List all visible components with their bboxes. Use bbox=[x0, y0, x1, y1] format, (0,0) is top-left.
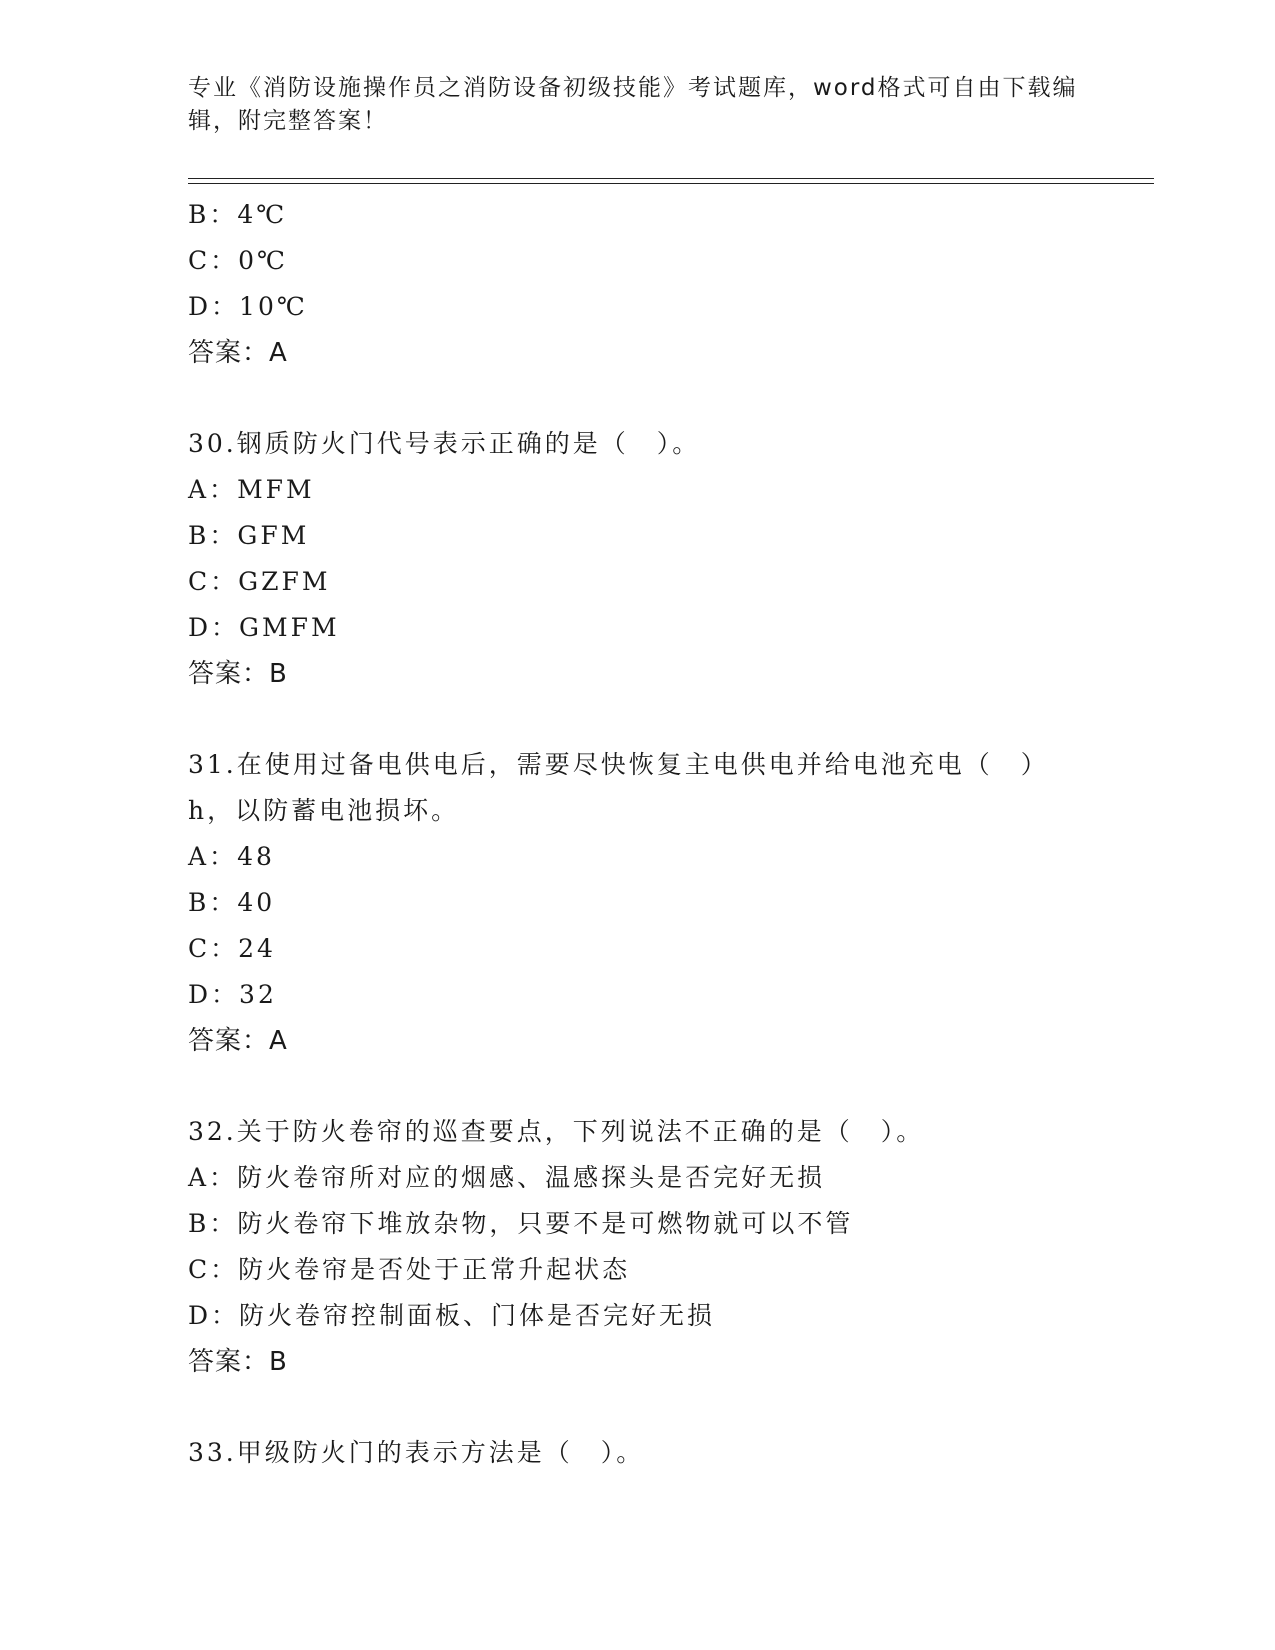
question-32 bbox=[188, 1109, 1148, 1385]
option-text: GMFM bbox=[239, 613, 340, 642]
option-label: D： bbox=[188, 292, 240, 321]
option-label: C： bbox=[188, 246, 239, 275]
option-label: C： bbox=[188, 567, 239, 596]
question-30 bbox=[188, 421, 1148, 697]
question-title: 33.甲级防火门的表示方法是（ ）。 bbox=[188, 1438, 645, 1467]
option-text: 10℃ bbox=[239, 292, 308, 321]
header-divider-bottom bbox=[188, 183, 1154, 184]
option-c bbox=[188, 238, 1148, 284]
question-title: 30.钢质防火门代号表示正确的是（ ）。 bbox=[188, 429, 701, 458]
question-list bbox=[188, 192, 1148, 1476]
option-label: B： bbox=[188, 888, 238, 917]
option-a bbox=[188, 834, 1148, 880]
header-text-line-1: 专业《消防设施操作员之消防设备初级技能》考试题库，word格式可自由下载编 bbox=[188, 75, 1078, 101]
option-c bbox=[188, 559, 1148, 605]
option-label: C： bbox=[188, 1255, 239, 1284]
question-title: 32.关于防火卷帘的巡查要点，下列说法不正确的是（ ）。 bbox=[188, 1117, 925, 1146]
answer-line: 答案：A bbox=[188, 338, 288, 368]
question-33 bbox=[188, 1430, 1148, 1476]
option-d bbox=[188, 972, 1148, 1018]
option-d bbox=[188, 284, 1148, 330]
option-text: 防火卷帘是否处于正常升起状态 bbox=[238, 1255, 631, 1284]
option-b bbox=[188, 1201, 1148, 1247]
option-b bbox=[188, 192, 1148, 238]
question-31 bbox=[188, 742, 1148, 1064]
option-text: 防火卷帘下堆放杂物，只要不是可燃物就可以不管 bbox=[237, 1209, 854, 1238]
option-text: 24 bbox=[238, 934, 276, 963]
question-title-line-1: 31.在使用过备电供电后，需要尽快恢复主电供电并给电池充电（ ） bbox=[188, 750, 1049, 779]
question-29-continuation bbox=[188, 192, 1148, 376]
option-text: 32 bbox=[239, 980, 277, 1009]
option-label: D： bbox=[188, 980, 240, 1009]
option-text: 40 bbox=[237, 888, 276, 917]
option-a bbox=[188, 467, 1148, 513]
option-text: 48 bbox=[237, 842, 275, 871]
option-text: 防火卷帘所对应的烟感、温感探头是否完好无损 bbox=[237, 1163, 826, 1192]
option-text: GZFM bbox=[238, 567, 331, 596]
option-c bbox=[188, 926, 1148, 972]
option-b bbox=[188, 513, 1148, 559]
option-text: GFM bbox=[237, 521, 310, 550]
option-label: D： bbox=[188, 613, 240, 642]
option-label: A： bbox=[188, 842, 238, 871]
answer-line: 答案：A bbox=[188, 1026, 288, 1056]
answer-line: 答案：B bbox=[188, 1347, 288, 1377]
option-label: A： bbox=[188, 1163, 238, 1192]
answer-line: 答案：B bbox=[188, 659, 288, 689]
option-text: 4℃ bbox=[237, 200, 288, 229]
question-title bbox=[188, 742, 1148, 834]
option-text: MFM bbox=[237, 475, 315, 504]
header-text-line-2: 辑，附完整答案！ bbox=[188, 108, 388, 134]
option-label: C： bbox=[188, 934, 239, 963]
option-label: B： bbox=[188, 521, 238, 550]
option-c bbox=[188, 1247, 1148, 1293]
option-d bbox=[188, 605, 1148, 651]
option-a bbox=[188, 1155, 1148, 1201]
option-label: B： bbox=[188, 200, 238, 229]
option-d bbox=[188, 1293, 1148, 1339]
option-b bbox=[188, 880, 1148, 926]
document-header bbox=[188, 72, 1078, 138]
option-label: B： bbox=[188, 1209, 238, 1238]
option-label: D： bbox=[188, 1301, 240, 1330]
option-label: A： bbox=[188, 475, 238, 504]
option-text: 0℃ bbox=[238, 246, 289, 275]
header-divider-top bbox=[188, 178, 1154, 179]
question-title-line-2: h，以防蓄电池损坏。 bbox=[188, 796, 460, 825]
option-text: 防火卷帘控制面板、门体是否完好无损 bbox=[239, 1301, 716, 1330]
